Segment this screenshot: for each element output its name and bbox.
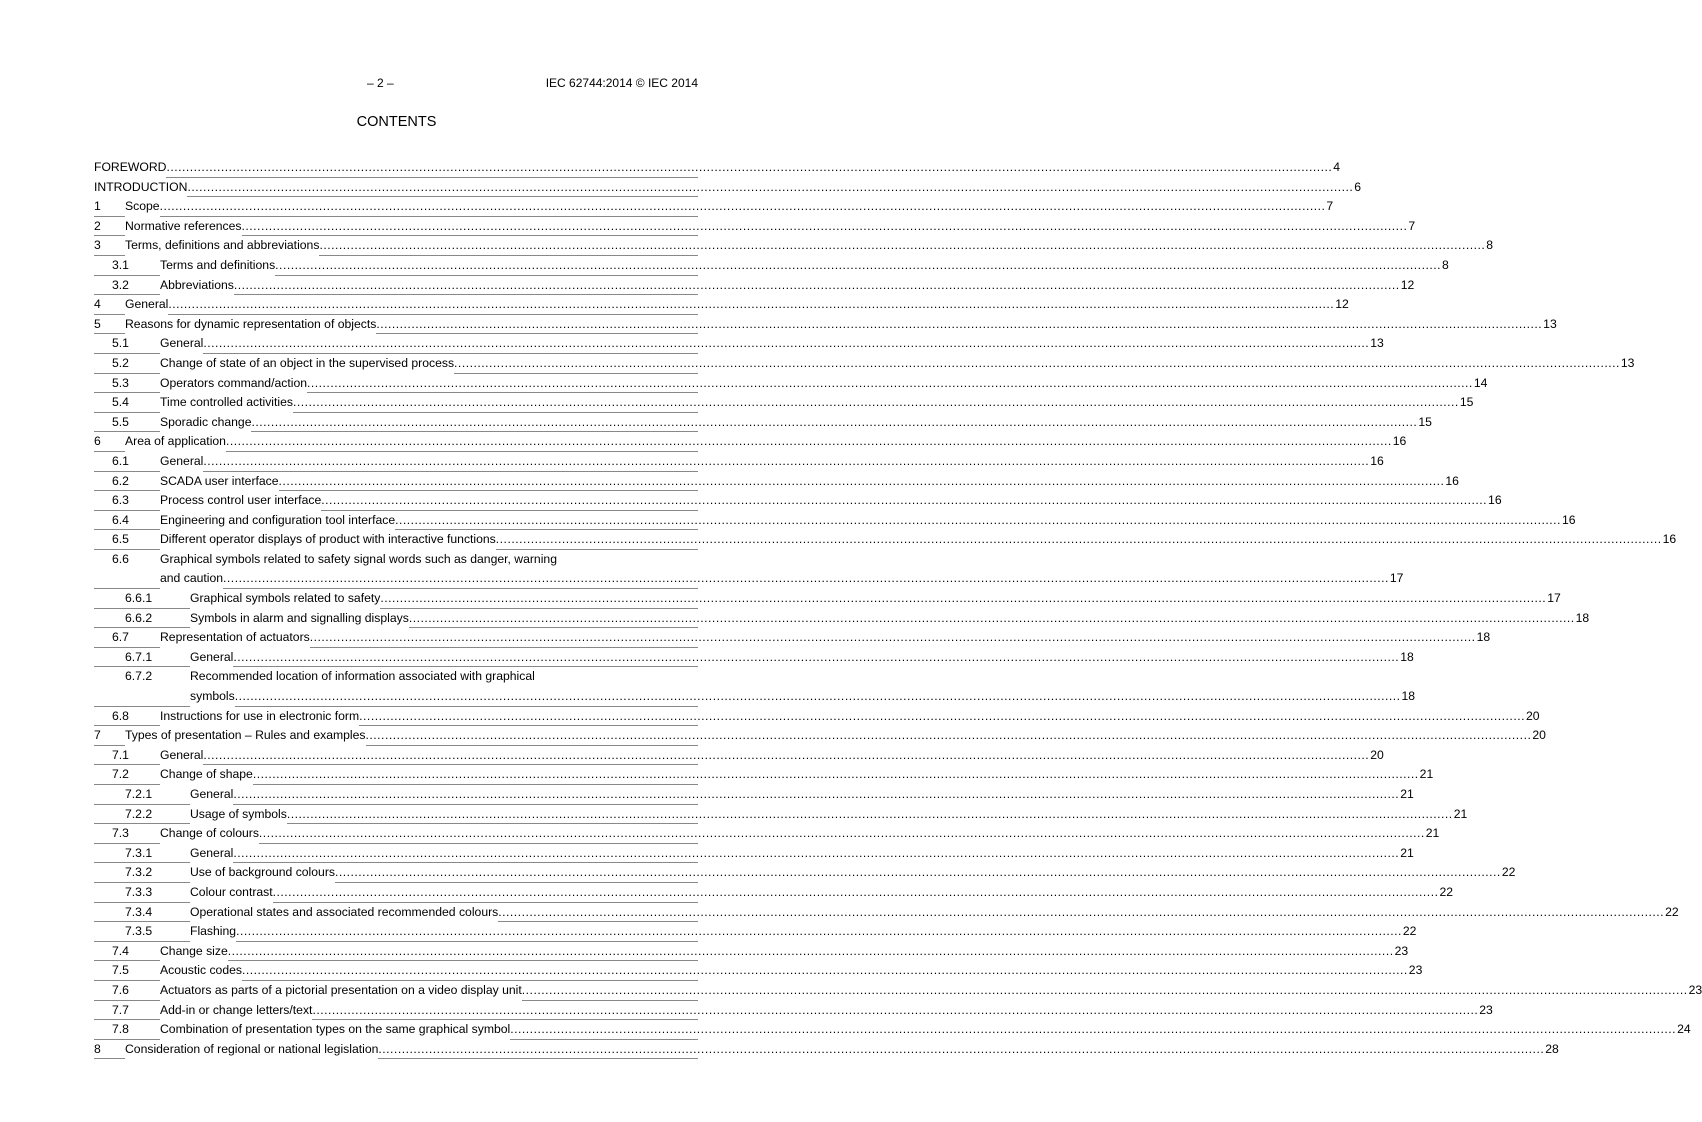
toc-entry-number: 6.6.2: [125, 610, 153, 625]
toc-entry-title: General: [160, 452, 203, 472]
toc-entry-title: Normative references: [125, 217, 242, 237]
toc-entry-page: 22: [1402, 924, 1417, 939]
toc-entry-page: 21: [1400, 845, 1414, 860]
toc-entry-page: 18: [1575, 610, 1590, 625]
toc-entry-number: 6.4: [112, 512, 129, 527]
toc-entry-page: 21: [1419, 767, 1434, 782]
toc-dot-leader: ............................................................................................................................................................................................................................................................................................................: [292, 395, 1459, 410]
toc-entry-title: Combination of presentation types on the same graphical symbol: [160, 1020, 510, 1040]
toc-entry[interactable]: [94, 472, 1459, 492]
toc-dot-leader: ............................................................................................................................................................................................................................................................................................................: [334, 865, 1501, 880]
toc-entry-title: General: [190, 844, 233, 864]
toc-entry-number: 7.7: [112, 1002, 129, 1017]
toc-entry[interactable]: [94, 217, 1416, 237]
toc-entry-number: 7.2: [112, 767, 129, 782]
toc-entry-title: Scope: [125, 197, 160, 217]
toc-dot-leader: ............................................................................................................................................................................................................................................................................................................: [227, 943, 1394, 958]
toc-entry-number: 7: [94, 728, 101, 743]
toc-entry[interactable]: [94, 491, 1502, 511]
toc-entry[interactable]: [94, 805, 1468, 825]
toc-dot-leader: ............................................................................................................................................................................................................................................................................................................: [203, 336, 1370, 351]
toc-dot-leader: ............................................................................................................................................................................................................................................................................................................: [510, 1022, 1677, 1037]
toc-dot-leader: ............................................................................................................................................................................................................................................................................................................: [521, 982, 1688, 997]
toc-entry-title: Reasons for dynamic representation of objects: [125, 315, 376, 335]
toc-entry-title: General: [190, 785, 233, 805]
toc-entry-number: 7.3.5: [125, 924, 153, 939]
toc-dot-leader: ............................................................................................................................................................................................................................................................................................................: [241, 963, 1408, 978]
toc-entry-title: Different operator displays of product with interactive functions: [160, 530, 496, 550]
toc-entry-page: 28: [1545, 1041, 1559, 1056]
toc-dot-leader: ............................................................................................................................................................................................................................................................................................................: [225, 434, 1392, 449]
toc-entry-number: 3.1: [112, 257, 129, 272]
toc-entry[interactable]: [94, 452, 1384, 472]
toc-entry[interactable]: [94, 374, 1488, 394]
toc-entry[interactable]: [94, 609, 1590, 629]
toc-entry-page: 23: [1408, 963, 1423, 978]
toc-entry[interactable]: [94, 178, 1362, 198]
toc-entry-title: Process control user interface: [160, 491, 321, 511]
toc-entry-title: SCADA user interface: [160, 472, 279, 492]
toc-dot-leader: ............................................................................................................................................................................................................................................................................................................: [233, 649, 1400, 664]
toc-dot-leader: ............................................................................................................................................................................................................................................................................................................: [166, 160, 1333, 174]
toc-dot-leader: ............................................................................................................................................................................................................................................................................................................: [258, 826, 1425, 841]
toc-dot-leader: ............................................................................................................................................................................................................................................................................................................: [307, 375, 1473, 390]
toc-entry[interactable]: [94, 589, 1561, 609]
toc-dot-leader: ............................................................................................................................................................................................................................................................................................................: [241, 218, 1408, 233]
toc-entry-title: Instructions for use in electronic form: [160, 707, 359, 727]
toc-entry-page: 8: [1442, 257, 1449, 272]
toc-entry-page: 22: [1501, 865, 1516, 880]
toc-entry[interactable]: [94, 530, 1677, 550]
toc-entry-page: 13: [1370, 336, 1384, 351]
toc-entry-title: Symbols in alarm and signalling displays: [190, 609, 409, 629]
toc-entry-title: Representation of actuators: [160, 628, 310, 648]
toc-entry-page: 13: [1620, 355, 1635, 370]
toc-entry-number: 6.8: [112, 708, 129, 723]
toc-entry-number: 6: [94, 434, 101, 449]
toc-entry-title: and caution: [160, 569, 223, 589]
toc-entry-number: 7.5: [112, 963, 129, 978]
toc-entry-number: 7.4: [112, 943, 129, 958]
toc-entry-number: 6.7.1: [125, 649, 153, 664]
toc-dot-leader: ............................................................................................................................................................................................................................................................................................................: [233, 277, 1400, 292]
toc-entry-title: INTRODUCTION: [94, 178, 187, 198]
toc-entry-title: Operators command/action: [160, 374, 307, 394]
toc-dot-leader: ............................................................................................................................................................................................................................................................................................................: [234, 689, 1401, 704]
toc-entry-title: General: [125, 295, 168, 315]
toc-entry[interactable]: [94, 432, 1407, 452]
toc-entry-number: 6.3: [112, 493, 129, 508]
toc-entry[interactable]: [94, 276, 1415, 296]
toc-entry-page: 8: [1486, 238, 1494, 253]
toc-entry-page: 21: [1453, 806, 1468, 821]
toc-entry[interactable]: [94, 197, 1334, 217]
toc-entry[interactable]: [94, 628, 1491, 648]
toc-entry-title: Terms, definitions and abbreviations: [125, 236, 319, 256]
toc-entry-number: 7.1: [112, 747, 129, 762]
toc-entry-number: 7.6: [112, 982, 129, 997]
toc-entry-number: 6.6.1: [125, 591, 153, 606]
toc-entry-number: 5.1: [112, 336, 129, 351]
toc-entry-page: 16: [1561, 512, 1576, 527]
toc-entry-title: Operational states and associated recommended colours: [190, 903, 498, 923]
toc-dot-leader: ............................................................................................................................................................................................................................................................................................................: [359, 708, 1525, 723]
toc-entry-page: 14: [1473, 375, 1488, 390]
toc-entry-page: 16: [1392, 434, 1407, 449]
toc-dot-leader: ............................................................................................................................................................................................................................................................................................................: [454, 355, 1620, 370]
toc-dot-leader: ............................................................................................................................................................................................................................................................................................................: [223, 571, 1389, 586]
toc-entry-title: Use of background colours: [190, 863, 335, 883]
toc-entry-number: 6.7.2: [125, 669, 153, 684]
toc-entry-title: Consideration of regional or national legislation: [125, 1040, 378, 1060]
toc-entry-number: 6.1: [112, 453, 129, 468]
toc-entry[interactable]: [94, 785, 1414, 805]
toc-entry[interactable]: [94, 726, 1546, 746]
toc-entry-title: Acoustic codes: [160, 961, 242, 981]
toc-entry-page: 18: [1401, 689, 1416, 704]
toc-entry[interactable]: [94, 413, 1432, 433]
toc-dot-leader: ............................................................................................................................................................................................................................................................................................................: [233, 787, 1400, 801]
toc-dot-leader: ............................................................................................................................................................................................................................................................................................................: [275, 257, 1441, 272]
toc-entry-number: 6.2: [112, 473, 129, 488]
toc-entry-page: 15: [1418, 414, 1432, 429]
toc-dot-leader: ............................................................................................................................................................................................................................................................................................................: [378, 1041, 1545, 1056]
toc-entry-page: 17: [1389, 571, 1404, 586]
toc-entry-title: Graphical symbols related to safety: [190, 589, 380, 609]
toc-entry[interactable]: [94, 667, 1416, 706]
toc-entry-number: 7.3.3: [125, 884, 153, 899]
toc-entry-number: 6.5: [112, 532, 129, 547]
toc-dot-leader: ............................................................................................................................................................................................................................................................................................................: [252, 767, 1419, 782]
toc-entry-number: 7.2.1: [125, 787, 153, 801]
toc-entry-title: Change of colours: [160, 824, 259, 844]
toc-entry[interactable]: [94, 746, 1384, 766]
toc-entry[interactable]: [94, 315, 1557, 335]
toc-dot-leader: ............................................................................................................................................................................................................................................................................................................: [203, 453, 1370, 468]
toc-entry-number: 2: [94, 218, 101, 233]
toc-entry-page: 7: [1408, 218, 1416, 233]
toc-entry[interactable]: [94, 824, 1440, 844]
toc-entry-title: Terms and definitions: [160, 256, 275, 276]
toc-entry[interactable]: [94, 393, 1474, 413]
toc-dot-leader: ............................................................................................................................................................................................................................................................................................................: [233, 845, 1400, 860]
toc-entry-page: 18: [1400, 649, 1414, 664]
toc-entry-page: 21: [1425, 826, 1440, 841]
toc-entry-page: 21: [1400, 787, 1414, 801]
toc-entry-page: 7: [1326, 199, 1334, 214]
toc-entry-number: 3: [94, 238, 101, 253]
toc-entry-page: 13: [1543, 316, 1557, 331]
toc-entry-number: 5: [94, 316, 101, 331]
toc-dot-leader: ............................................................................................................................................................................................................................................................................................................: [286, 806, 1453, 821]
toc-entry-page: 6: [1354, 179, 1362, 194]
toc-dot-leader: ............................................................................................................................................................................................................................................................................................................: [380, 591, 1547, 606]
toc-entry[interactable]: [94, 903, 1679, 923]
toc-dot-leader: ............................................................................................................................................................................................................................................................................................................: [312, 1002, 1479, 1017]
toc-entry-page: 16: [1370, 453, 1384, 468]
toc-entry-page: 12: [1400, 277, 1415, 292]
toc-entry-number: 4: [94, 297, 101, 312]
toc-entry-title: FOREWORD: [94, 158, 166, 178]
toc-entry[interactable]: [94, 961, 1423, 981]
toc-dot-leader: ............................................................................................................................................................................................................................................................................................................: [159, 199, 1326, 214]
toc-entry[interactable]: [94, 1020, 1691, 1040]
toc-entry-number: 7.3: [112, 826, 129, 841]
toc-dot-leader: ............................................................................................................................................................................................................................................................................................................: [168, 297, 1335, 312]
toc-entry-number: 7.3.4: [125, 904, 153, 919]
toc-entry-title: Add-in or change letters/text: [160, 1001, 312, 1021]
toc-entry-number: 7.3.1: [125, 845, 153, 860]
toc-entry-title: Change of state of an object in the supervised process: [160, 354, 454, 374]
toc-entry[interactable]: [94, 511, 1576, 531]
toc-entry[interactable]: [94, 863, 1516, 883]
toc-entry[interactable]: [94, 981, 1702, 1001]
toc-entry-page: 22: [1439, 884, 1454, 899]
toc-entry-title: Change size: [160, 942, 228, 962]
toc-entry[interactable]: [94, 844, 1414, 864]
toc-entry-title: Abbreviations: [160, 276, 234, 296]
toc-entry[interactable]: [94, 256, 1449, 276]
toc-entry-title: Types of presentation – Rules and examples: [125, 726, 366, 746]
toc-entry-number: 7.8: [112, 1022, 129, 1037]
toc-dot-leader: ............................................................................................................................................................................................................................................................................................................: [272, 884, 1439, 899]
toc-entry-number: 8: [94, 1041, 101, 1056]
standard-reference: IEC 62744:2014 © IEC 2014: [545, 76, 698, 90]
toc-dot-leader: ............................................................................................................................................................................................................................................................................................................: [251, 414, 1418, 429]
toc-entry-page: 16: [1445, 473, 1459, 488]
toc-entry-number: 1: [94, 199, 101, 214]
toc-entry[interactable]: [94, 158, 1341, 178]
toc-entry-title: Sporadic change: [160, 413, 251, 433]
toc-dot-leader: ............................................................................................................................................................................................................................................................................................................: [376, 316, 1543, 331]
page-number: – 2 –: [367, 76, 394, 90]
toc-entry-title-line1: Graphical symbols related to safety signal words such as danger, warning: [160, 551, 557, 566]
toc-entry-page: 23: [1688, 982, 1702, 997]
toc-dot-leader: ............................................................................................................................................................................................................................................................................................................: [278, 473, 1445, 488]
toc-dot-leader: ............................................................................................................................................................................................................................................................................................................: [321, 493, 1488, 508]
toc-dot-leader: ............................................................................................................................................................................................................................................................................................................: [187, 179, 1354, 194]
toc-entry-page: 20: [1532, 728, 1546, 743]
toc-entry-page: 24: [1677, 1022, 1691, 1037]
toc-entry[interactable]: [94, 765, 1434, 785]
toc-entry-page: 16: [1662, 532, 1677, 547]
toc-entry-title: Engineering and configuration tool interface: [160, 511, 395, 531]
toc-dot-leader: ............................................................................................................................................................................................................................................................................................................: [319, 238, 1486, 253]
toc-entry[interactable]: [94, 922, 1417, 942]
toc-entry-page: 23: [1394, 943, 1409, 958]
toc-dot-leader: ............................................................................................................................................................................................................................................................................................................: [495, 532, 1662, 547]
toc-entry-number: 7.3.2: [125, 865, 153, 880]
toc-entry-page: 16: [1488, 493, 1502, 508]
toc-dot-leader: ............................................................................................................................................................................................................................................................................................................: [365, 728, 1532, 743]
toc-entry-page: 23: [1479, 1002, 1493, 1017]
toc-dot-leader: ............................................................................................................................................................................................................................................................................................................: [236, 924, 1402, 939]
toc-entry-number: 5.5: [112, 414, 129, 429]
toc-dot-leader: ............................................................................................................................................................................................................................................................................................................: [498, 904, 1665, 919]
toc-entry[interactable]: [94, 1040, 1559, 1060]
toc-entry[interactable]: [94, 334, 1384, 354]
toc-entry-page: 22: [1665, 904, 1679, 919]
toc-dot-leader: ............................................................................................................................................................................................................................................................................................................: [309, 630, 1476, 645]
toc-entry-number: 6.7: [112, 630, 129, 645]
toc-entry-number: 5.2: [112, 355, 129, 370]
toc-entry-title-line1: Recommended location of information associated with graphical: [190, 669, 535, 684]
toc-entry[interactable]: [94, 707, 1540, 727]
toc-dot-leader: ............................................................................................................................................................................................................................................................................................................: [408, 610, 1575, 625]
toc-dot-leader: ............................................................................................................................................................................................................................................................................................................: [395, 512, 1561, 527]
toc-entry[interactable]: [94, 354, 1635, 374]
toc-entry-number: 6.6: [112, 551, 129, 566]
toc-entry[interactable]: [94, 295, 1349, 315]
toc-entry-page: 20: [1525, 708, 1540, 723]
toc-entry-title: Area of application: [125, 432, 226, 452]
toc-entry-number: 7.2.2: [125, 806, 153, 821]
toc-entry[interactable]: [94, 236, 1494, 256]
toc-entry-title: Change of shape: [160, 765, 253, 785]
toc-entry[interactable]: [94, 550, 1404, 589]
toc-entry-page: 4: [1333, 160, 1341, 174]
toc-entry[interactable]: [94, 883, 1454, 903]
toc-entry-title: Flashing: [190, 922, 236, 942]
toc-entry-title: General: [190, 648, 233, 668]
toc-entry-title: Time controlled activities: [160, 393, 293, 413]
toc-entry[interactable]: [94, 942, 1409, 962]
toc-dot-leader: ............................................................................................................................................................................................................................................................................................................: [203, 747, 1370, 762]
toc-entry-title: Usage of symbols: [190, 805, 287, 825]
table-of-contents: [94, 158, 1702, 1059]
toc-entry-number: 3.2: [112, 277, 129, 292]
toc-entry-page: 20: [1370, 747, 1384, 762]
toc-entry-title: Colour contrast: [190, 883, 273, 903]
toc-entry[interactable]: [94, 648, 1414, 668]
toc-entry-page: 12: [1335, 297, 1349, 312]
toc-entry-page: 18: [1476, 630, 1491, 645]
page-title: CONTENTS: [356, 114, 437, 130]
toc-entry-title: Actuators as parts of a pictorial presentation on a video display unit: [160, 981, 522, 1001]
toc-entry-title: symbols: [190, 687, 235, 707]
toc-entry-number: 5.4: [112, 395, 129, 410]
toc-entry-page: 15: [1459, 395, 1474, 410]
toc-entry-title: General: [160, 746, 203, 766]
toc-entry[interactable]: [94, 1001, 1493, 1021]
toc-entry-number: 5.3: [112, 375, 129, 390]
toc-entry-page: 17: [1547, 591, 1561, 606]
toc-entry-title: General: [160, 334, 203, 354]
